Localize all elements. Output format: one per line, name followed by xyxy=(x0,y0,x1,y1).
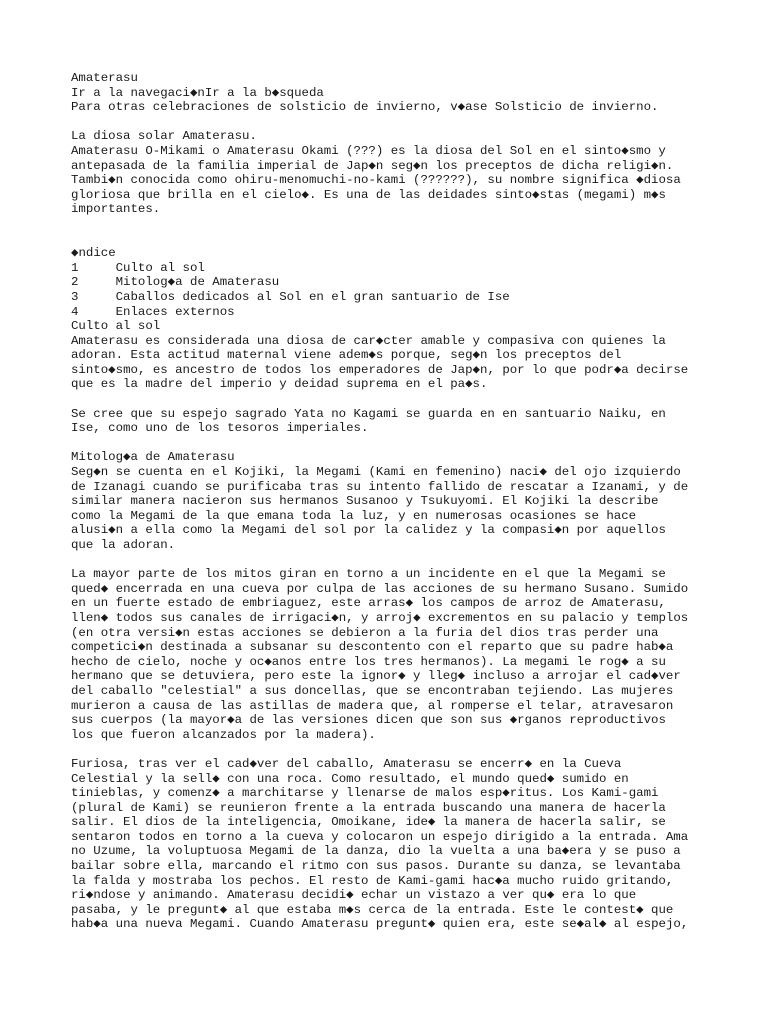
text-line: como la Megami de la que emana toda la luz, y en numerosas ocasiones se hace xyxy=(71,508,637,523)
toc-number: 3 xyxy=(71,289,79,304)
disambiguation-note: Para otras celebraciones de solsticio de invierno, v◆ase Solsticio de invierno. xyxy=(71,100,659,115)
toc-heading: ◆ndice xyxy=(71,246,116,261)
document-title: Amaterasu xyxy=(71,71,138,85)
text-line: gloriosa que brilla en el cielo◆. Es una de las deidades sinto◆stas (megami) m◆s xyxy=(71,187,666,202)
text-line: del caballo "celestial" a sus doncellas, que se encontraban tejiendo. Las mujeres xyxy=(71,683,674,698)
text-line: Celestial y la sell◆ con una roca. Como resultado, el mundo qued◆ sumido en xyxy=(71,771,629,786)
text-line: Furiosa, tras ver el cad◆ver del caballo, Amaterasu se encerr◆ en la Cueva xyxy=(71,756,622,771)
text-line: en un fuerte estado de embriaguez, este arras◆ los campos de arroz de Amaterasu, xyxy=(71,596,666,611)
text-line: la falda y mostraba los pechos. El resto de Kami-gami hac◆a mucho ruido gritando, xyxy=(71,873,674,888)
toc-label[interactable]: Mitolog◆a de Amaterasu xyxy=(115,275,280,290)
section-heading-culto: Culto al sol xyxy=(71,319,161,334)
text-line: llen◆ todos sus canales de irrigaci◆n, y arroj◆ excrementos en su palacio y templos xyxy=(71,610,689,625)
toc-item[interactable] xyxy=(71,290,761,305)
section2-paragraph-3 xyxy=(71,757,761,932)
toc-number: 1 xyxy=(71,260,79,275)
text-line: alusi◆n a ella como la Megami del sol por la calidez y la compasi◆n por aquellos xyxy=(71,523,666,538)
toc-number: 2 xyxy=(71,275,79,290)
text-line: ri◆ndose y animando. Amaterasu decidi◆ echar un vistazo a ver qu◆ era lo que xyxy=(71,888,637,903)
text-line: de Izanagi cuando se purificaba tras su intento fallido de rescatar a Izanami, y de xyxy=(71,479,689,494)
text-line: murieron a causa de las astillas de madera que, al romperse el telar, atravesaron xyxy=(71,698,674,713)
navigation-skip-links[interactable]: Ir a la navegaci◆nIr a la b◆squeda xyxy=(71,85,324,100)
text-line: sentaron todos en torno a la cueva y colocaron un espejo dirigido a la entrada. Ama xyxy=(71,829,689,844)
text-line: Amaterasu es considerada una diosa de car◆cter amable y compasiva con quienes la xyxy=(71,333,666,348)
text-line: Ise, como uno de los tesoros imperiales. xyxy=(71,421,369,436)
text-line: que es la madre del imperio y deidad suprema en el pa◆s. xyxy=(71,377,488,392)
text-line: no Uzume, la voluptuosa Megami de la danza, dio la vuelta a una ba◆era y se puso a xyxy=(71,844,681,859)
text-line: importantes. xyxy=(71,202,161,217)
text-line: Se cree que su espejo sagrado Yata no Kagami se guarda en en santuario Naiku, en xyxy=(71,406,666,421)
text-line: sus cuerpos (la mayor◆a de las versiones dicen que son sus ◆rganos reproductivos xyxy=(71,713,666,728)
text-line: sinto◆smo, es ancestro de todos los emperadores de Jap◆n, por lo que podr◆a decirse xyxy=(71,362,689,377)
text-line: que la adoran. xyxy=(71,538,176,552)
intro-paragraph xyxy=(71,144,761,217)
text-line: competici◆n destinada a subsanar su descontento con el reparto que su padre hab◆a xyxy=(71,640,674,655)
section2-paragraph-1 xyxy=(71,465,761,553)
text-line: bailar sobre ella, marcando el ritmo con sus pasos. Durante su danza, se levantaba xyxy=(71,859,681,874)
toc-label[interactable]: Caballos dedicados al Sol en el gran santuario de Ise xyxy=(115,289,510,304)
toc-item[interactable] xyxy=(71,275,761,290)
table-of-contents xyxy=(71,261,761,319)
section1-paragraph-1 xyxy=(71,334,761,392)
text-line: hecho de cielo, noche y oc◆anos entre los tres hermanos). La megami le rog◆ a su xyxy=(71,654,666,669)
document-page xyxy=(71,71,761,932)
text-line: (plural de Kami) se reunieron frente a la entrada buscando una manera de hacerla xyxy=(71,800,666,815)
toc-label[interactable]: Culto al sol xyxy=(115,260,205,275)
text-line: La mayor parte de los mitos giran en torno a un incidente en el que la Megami se xyxy=(71,567,666,582)
text-line: tinieblas, y comenz◆ a marchitarse y llenarse de malos esp◆ritus. Los Kami-gami xyxy=(71,786,659,801)
text-line: pasaba, y le pregunt◆ al que estaba m◆s cerca de la entrada. Este le contest◆ que xyxy=(71,902,674,917)
text-line: Amaterasu O-Mikami o Amaterasu Okami (???) es la diosa del Sol en el sinto◆smo y xyxy=(71,143,666,158)
toc-item[interactable] xyxy=(71,261,761,276)
toc-number: 4 xyxy=(71,304,79,319)
text-line: antepasada de la familia imperial de Jap◆n seg◆n los preceptos de dicha religi◆n. xyxy=(71,158,674,173)
text-line: los que fueron alcanzados por la madera). xyxy=(71,727,376,742)
toc-label[interactable]: Enlaces externos xyxy=(115,304,235,319)
text-line: salir. El dios de la inteligencia, Omoikane, ide◆ la manera de hacerla salir, se xyxy=(71,815,666,830)
text-line: Seg◆n se cuenta en el Kojiki, la Megami (Kami en femenino) naci◆ del ojo izquierdo xyxy=(71,465,681,480)
toc-item[interactable] xyxy=(71,305,761,320)
text-line: adoran. Esta actitud maternal viene adem◆s porque, seg◆n los preceptos del xyxy=(71,348,622,363)
text-line: Tambi◆n conocida como ohiru-menomuchi-no-kami (??????), su nombre significa ◆diosa xyxy=(71,173,681,188)
section1-paragraph-2 xyxy=(71,407,761,436)
image-caption: La diosa solar Amaterasu. xyxy=(71,129,257,144)
text-line: similar manera nacieron sus hermanos Susanoo y Tsukuyomi. El Kojiki la describe xyxy=(71,494,659,509)
text-line: qued◆ encerrada en una cueva por culpa de las acciones de su hermano Susano. Sumido xyxy=(71,581,689,596)
text-line: hermano que se detuviera, pero este la ignor◆ y lleg◆ incluso a arrojar el cad◆ver xyxy=(71,669,681,684)
text-line: hab◆a una nueva Megami. Cuando Amaterasu pregunt◆ quien era, este se◆al◆ al espejo, xyxy=(71,917,689,932)
section2-paragraph-2 xyxy=(71,567,761,742)
text-line: (en otra versi◆n estas acciones se debieron a la furia del dios tras perder una xyxy=(71,625,659,640)
section-heading-mitologia: Mitolog◆a de Amaterasu xyxy=(71,450,235,465)
